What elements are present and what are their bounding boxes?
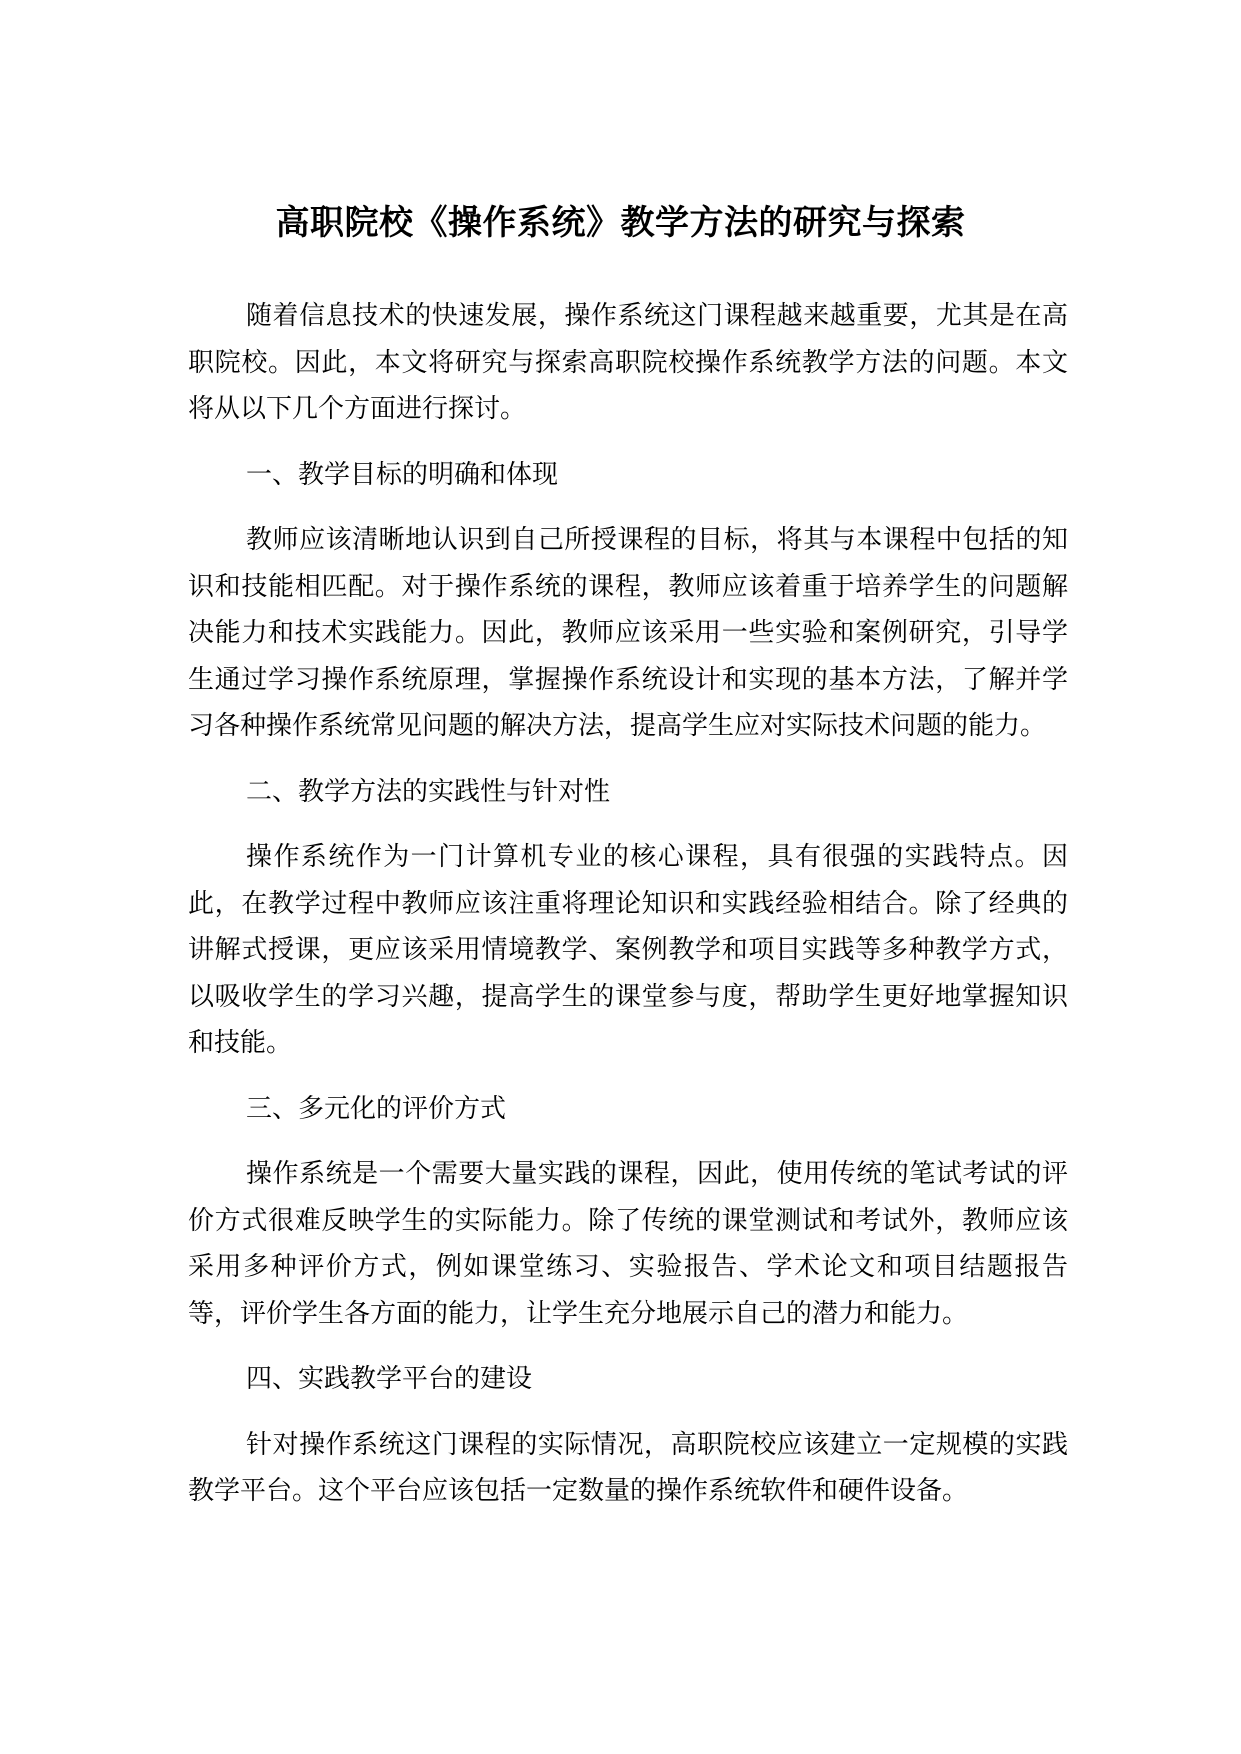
section-heading-4: 四、实践教学平台的建设 <box>246 1364 533 1394</box>
section-paragraph-4: 针对操作系统这门课程的实际情况，高职院校应该建立一定规模的实践教学平台。这个平台应该包括一定数量的操作系统软件和硬件设备。 <box>188 1429 1068 1506</box>
document-body <box>188 293 1068 1534</box>
section-paragraph-2: 操作系统作为一门计算机专业的核心课程，具有很强的实践特点。因此，在教学过程中教师应该注重将理论知识和实践经验相结合。除了经典的讲解式授课，更应该采用情境教学、案例教学和项目实践等多种教学方式，以吸收学生的学习兴趣，提高学生的课堂参与度，帮助学生更好地掌握知识和技能。 <box>188 842 1068 1058</box>
section-paragraph-1: 教师应该清晰地认识到自己所授课程的目标，将其与本课程中包括的知识和技能相匹配。对于操作系统的课程，教师应该着重于培养学生的问题解决能力和技术实践能力。因此，教师应该采用一些实验和案例研究，引导学生通过学习操作系统原理，掌握操作系统设计和实现的基本方法，了解并学习各种操作系统常见问题的解决方法，提高学生应对实际技术问题的能力。 <box>188 525 1068 741</box>
intro-paragraph: 随着信息技术的快速发展，操作系统这门课程越来越重要，尤其是在高职院校。因此，本文将研究与探索高职院校操作系统教学方法的问题。本文将从以下几个方面进行探讨。 <box>188 301 1068 424</box>
section-heading-1: 一、教学目标的明确和体现 <box>246 459 559 490</box>
section-paragraph-3: 操作系统是一个需要大量实践的课程，因此，使用传统的笔试考试的评价方式很难反映学生的实际能力。除了传统的课堂测试和考试外，教师应该采用多种评价方式，例如课堂练习、实验报告、学术论文和项目结题报告等，评价学生各方面的能力，让学生充分地展示自己的潜力和能力。 <box>188 1159 1068 1329</box>
document-title: 高职院校《操作系统》教学方法的研究与探索 <box>275 202 966 243</box>
section-heading-3: 三、多元化的评价方式 <box>246 1093 507 1124</box>
section-heading-2: 二、教学方法的实践性与针对性 <box>246 776 611 807</box>
